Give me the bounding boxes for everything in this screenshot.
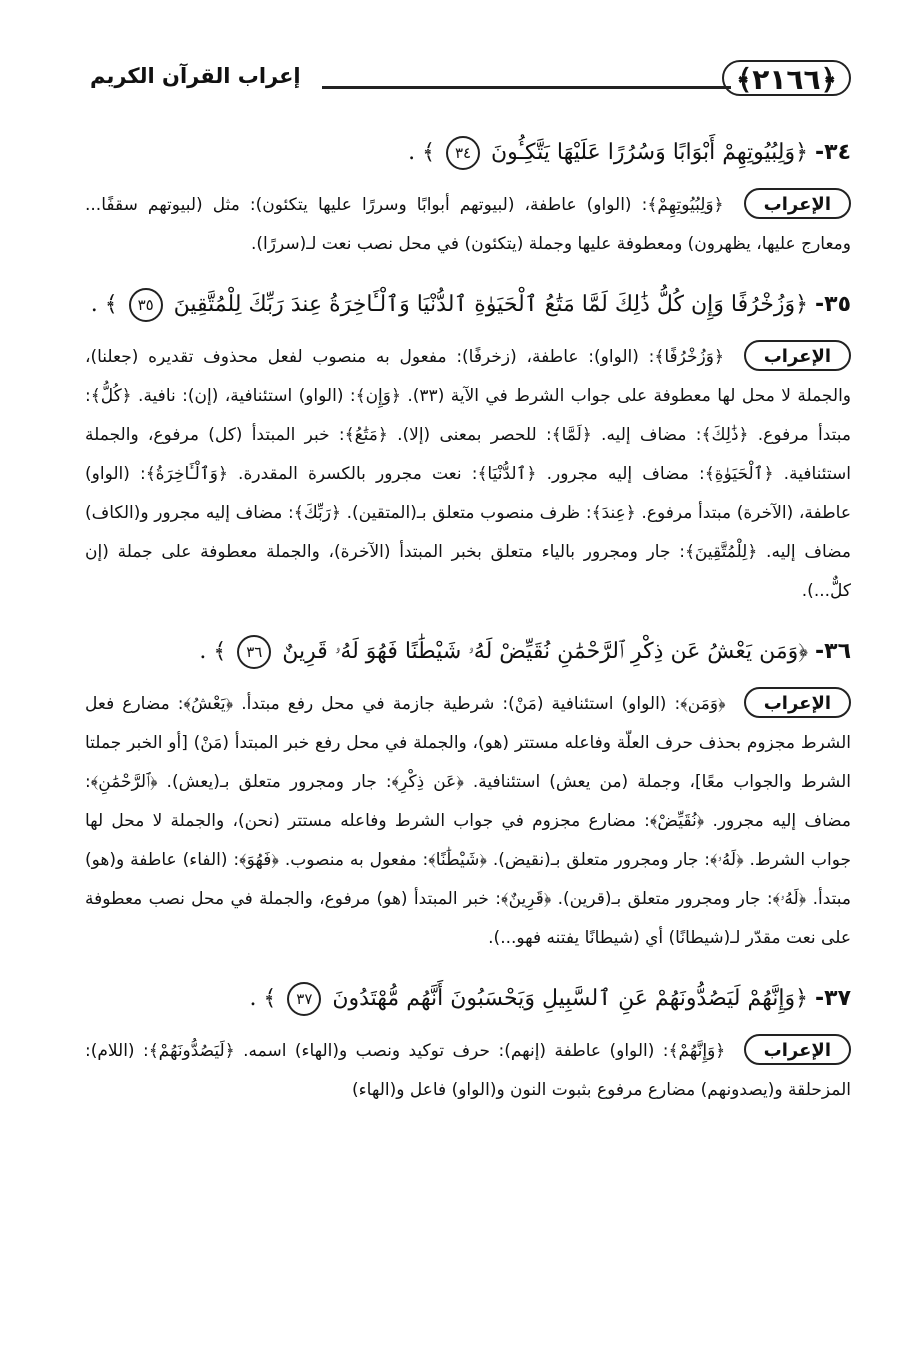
ayah-number-icon: ٣٦ xyxy=(237,635,271,669)
verse-end: ﴾ . xyxy=(408,140,436,165)
irab-text: ﴿وَزُخْرُفًا﴾: (الواو): عاطفة، (زخرفًا): مفعول به منصوب لفعل محذوف تقديره (جعلنا)، والجملة لا محل لها معطوفة على جواب الشرط في الآية (٣٣). ﴿وَإِن﴾: (الواو) استئنافية، (إن): نافية. ﴿كُلُّ﴾: مبتدأ مرفوع. ﴿ذَٰلِكَ﴾: مضاف إليه. ﴿لَمَّا﴾: للحصر بمعنى (إلا). ﴿مَتَٰعُ﴾: خبر المبتدأ (كل) مرفوع، والجملة استئنافية. ﴿ٱلْحَيَوٰةِ﴾: مضاف إليه مجرور. ﴿ٱلدُّنْيَا﴾: نعت مجرور بالكسرة المقدرة. ﴿وَٱلْـَٔاخِرَةُ﴾: (الواو) عاطفة، (الآخرة) مبتدأ مرفوع. ﴿عِندَ﴾: ظرف منصوب متعلق بـ(المتقين). ﴿رَبِّكَ﴾: مضاف إليه مجرور و(الكاف) مضاف إليه. ﴿لِلْمُتَّقِينَ﴾: جار ومجرور بالياء متعلق بخبر المبتدأ (الآخرة)، والجملة معطوفة على جملة (إن كلٌّ...). xyxy=(85,347,851,601)
page-number: ﴿٢١٦٦﴾ xyxy=(722,60,851,96)
irab-paragraph-36 xyxy=(85,685,851,958)
verse-number: ٣٥- xyxy=(815,292,851,317)
irab-paragraph-34 xyxy=(85,186,851,264)
page-header xyxy=(90,60,851,110)
page-content xyxy=(85,134,851,1132)
irab-paragraph-35 xyxy=(85,338,851,611)
verse-text: ﴿وَلِبُيُوتِهِمْ أَبْوَابًا وَسُرُرًا عَلَيْهَا يَتَّكِـُٔونَ xyxy=(491,140,808,165)
verse-end: ﴾ . xyxy=(249,986,277,1011)
ayah-number-icon: ٣٥ xyxy=(129,288,163,322)
irab-text: ﴿وَلِبُيُوتِهِمْ﴾: (الواو) عاطفة، (لبيوتهم أبوابًا وسررًا عليها يتكئون): مثل (لبيوتهم سقفًا... ومعارج عليها، يظهرون) ومعطوفة عليها وجملة (يتكئون) في محل نصب نعت لـ(سررًا). xyxy=(85,195,851,254)
irab-text: ﴿وَمَن﴾: (الواو) استئنافية (مَنْ): شرطية جازمة في محل رفع مبتدأ. ﴿يَعْشُ﴾: مضارع فعل الشرط مجزوم بحذف حرف العلّة وفاعله مستتر (هو)، والجملة في محل رفع خبر المبتدأ (مَنْ) [أو الخبر جملتا الشرط والجواب معًا]، وجملة (من يعش) استئنافية. ﴿عَن ذِكْرِ﴾: جار ومجرور متعلق بـ(يعش). ﴿ٱلرَّحْمَٰنِ﴾: مضاف إليه مجرور. ﴿نُقَيِّضْ﴾: مضارع مجزوم في جواب الشرط وفاعله مستتر (نحن)، والجملة لا محل لها جواب الشرط. ﴿لَهُۥ﴾: جار ومجرور متعلق بـ(نقيض). ﴿شَيْطَٰنًا﴾: مفعول به منصوب. ﴿فَهُوَ﴾: (الفاء) عاطفة و(هو) مبتدأ. ﴿لَهُۥ﴾: جار ومجرور متعلق بـ(قرين). ﴿قَرِينٌ﴾: خبر المبتدأ (هو) مرفوع، والجملة في محل نصب معطوفة على نعت مقدّر لـ(شيطانًا) أي (شيطانًا يفتنه فهو...). xyxy=(85,694,851,948)
verse-end: ﴾ . xyxy=(199,639,227,664)
irab-label: الإعراب xyxy=(744,1034,851,1065)
verse-end: ﴾ . xyxy=(90,292,118,317)
verse-number: ٣٧- xyxy=(815,986,851,1011)
verse-text: ﴿وَإِنَّهُمْ لَيَصُدُّونَهُمْ عَنِ ٱلسَّبِيلِ وَيَحْسَبُونَ أَنَّهُم مُّهْتَدُونَ xyxy=(332,986,808,1011)
irab-label: الإعراب xyxy=(744,340,851,371)
irab-label: الإعراب xyxy=(744,687,851,718)
verse-text: ﴿وَمَن يَعْشُ عَن ذِكْرِ ٱلرَّحْمَٰنِ نُقَيِّضْ لَهُۥ شَيْطَٰنًا فَهُوَ لَهُۥ قَرِينٌ xyxy=(282,639,808,664)
verse-37 xyxy=(85,980,851,1018)
irab-label: الإعراب xyxy=(744,188,851,219)
verse-text: ﴿وَزُخْرُفًا وَإِن كُلُّ ذَٰلِكَ لَمَّا مَتَٰعُ ٱلْحَيَوٰةِ ٱلدُّنْيَا وَٱلْـَٔاخِرَةُ عِندَ رَبِّكَ لِلْمُتَّقِينَ xyxy=(173,292,808,317)
verse-number: ٣٤- xyxy=(815,140,851,165)
irab-text: ﴿وَإِنَّهُمْ﴾: (الواو) عاطفة (إنهم): حرف توكيد ونصب و(الهاء) اسمه. ﴿لَيَصُدُّونَهُمْ﴾: (اللام): المزحلقة و(يصدونهم) مضارع مرفوع بثبوت النون و(الواو) فاعل و(الهاء) xyxy=(85,1041,851,1100)
verse-34 xyxy=(85,134,851,172)
verse-36 xyxy=(85,633,851,671)
irab-paragraph-37 xyxy=(85,1032,851,1110)
book-title: إعراب القرآن الكريم xyxy=(90,64,301,88)
ayah-number-icon: ٣٤ xyxy=(446,136,480,170)
header-rule xyxy=(322,86,731,89)
verse-35 xyxy=(85,286,851,324)
verse-number: ٣٦- xyxy=(815,639,851,664)
ayah-number-icon: ٣٧ xyxy=(287,982,321,1016)
